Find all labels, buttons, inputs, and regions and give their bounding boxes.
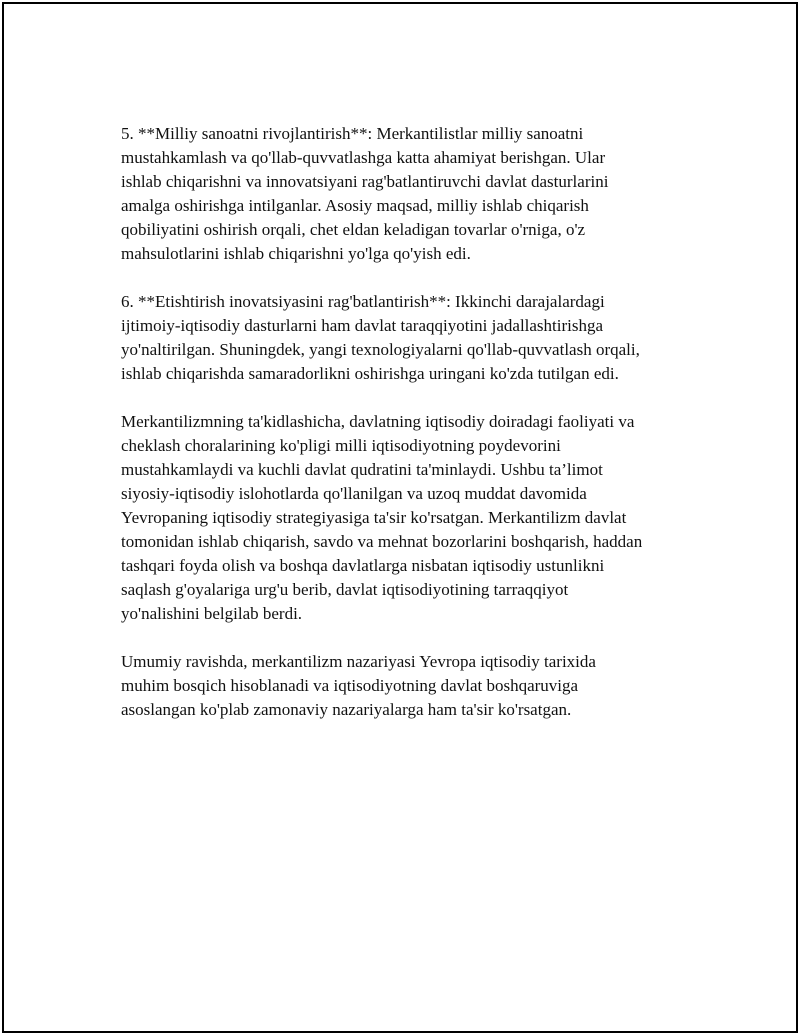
paragraph-line: amalga oshirishga intilganlar. Asosiy maqsad, milliy ishlab chiqarish	[121, 196, 589, 215]
paragraph-line: ishlab chiqarishni va innovatsiyani rag'batlantiruvchi davlat dasturlarini	[121, 172, 609, 191]
paragraph-line: mustahkamlash va qo'llab-quvvatlashga katta ahamiyat berishgan. Ular	[121, 148, 606, 167]
paragraph-etishtirish	[121, 290, 701, 386]
paragraph-line: mustahkamlaydi va kuchli davlat qudratini ta'minlaydi. Ushbu ta’limot	[121, 460, 603, 479]
paragraph-merkantilizm	[121, 410, 701, 626]
paragraph-line: yo'naltirilgan. Shuningdek, yangi texnologiyalarni qo'llab-quvvatlash orqali,	[121, 340, 640, 359]
paragraph-milliy-sanoat	[121, 122, 701, 266]
paragraph-line: Merkantilizmning ta'kidlashicha, davlatning iqtisodiy doiradagi faoliyati va	[121, 412, 635, 431]
paragraph-line: 6. **Etishtirish inovatsiyasini rag'batlantirish**: Ikkinchi darajalardagi	[121, 292, 605, 311]
document-body	[121, 122, 701, 746]
paragraph-line: qobiliyatini oshirish orqali, chet eldan keladigan tovarlar o'rniga, o'z	[121, 220, 586, 239]
paragraph-line: 5. **Milliy sanoatni rivojlantirish**: Merkantilistlar milliy sanoatni	[121, 124, 584, 143]
paragraph-line: yo'nalishini belgilab berdi.	[121, 604, 303, 623]
paragraph-line: mahsulotlarini ishlab chiqarishni yo'lga qo'yish edi.	[121, 244, 471, 263]
paragraph-line: tashqari foyda olish va boshqa davlatlarga nisbatan iqtisodiy ustunlikni	[121, 556, 605, 575]
paragraph-line: ijtimoiy-iqtisodiy dasturlarni ham davlat taraqqiyotini jadallashtirishga	[121, 316, 604, 335]
paragraph-line: siyosiy-iqtisodiy islohotlarda qo'llanilgan va uzoq muddat davomida	[121, 484, 587, 503]
document-page	[2, 2, 798, 1033]
paragraph-line: asoslangan ko'plab zamonaviy nazariyalarga ham ta'sir ko'rsatgan.	[121, 700, 572, 719]
paragraph-line: cheklash choralarining ko'pligi milli iqtisodiyotning poydevorini	[121, 436, 561, 455]
paragraph-line: tomonidan ishlab chiqarish, savdo va mehnat bozorlarini boshqarish, haddan	[121, 532, 643, 551]
paragraph-line: Yevropaning iqtisodiy strategiyasiga ta'sir ko'rsatgan. Merkantilizm davlat	[121, 508, 627, 527]
paragraph-line: Umumiy ravishda, merkantilizm nazariyasi Yevropa iqtisodiy tarixida	[121, 652, 596, 671]
paragraph-umumiy	[121, 650, 701, 722]
paragraph-line: muhim bosqich hisoblanadi va iqtisodiyotning davlat boshqaruviga	[121, 676, 579, 695]
paragraph-line: saqlash g'oyalariga urg'u berib, davlat iqtisodiyotining tarraqqiyot	[121, 580, 569, 599]
paragraph-line: ishlab chiqarishda samaradorlikni oshirishga uringani ko'zda tutilgan edi.	[121, 364, 619, 383]
